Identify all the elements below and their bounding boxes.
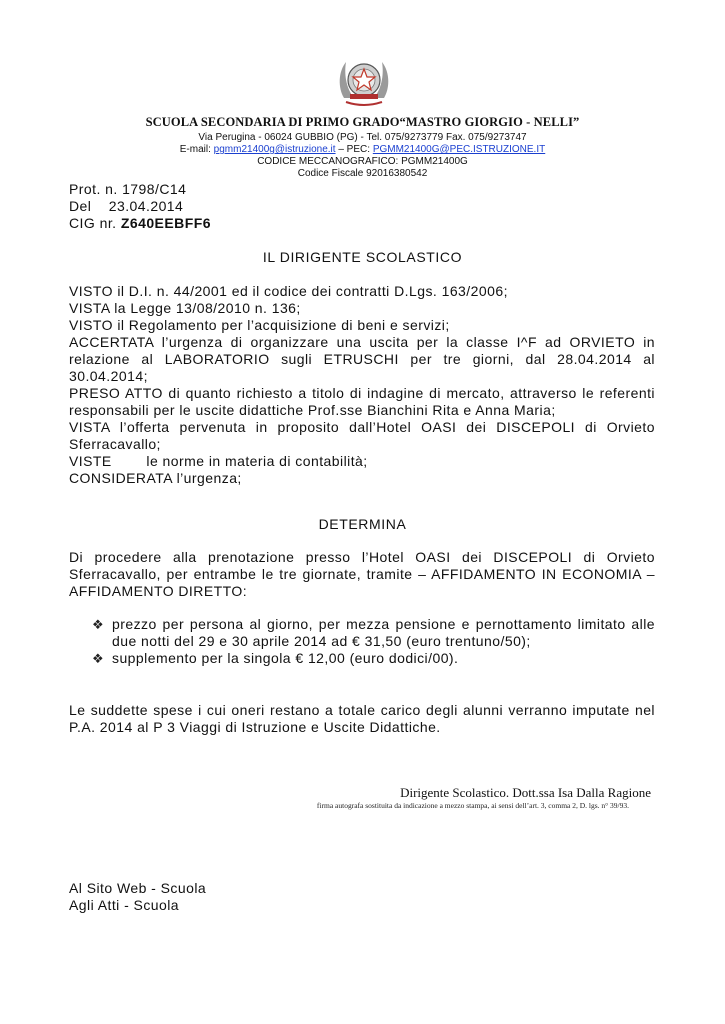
visto-item: VISTA l’offerta pervenuta in proposito dall’Hotel OASI dei DISCEPOLI di Orvieto Sferracavallo; bbox=[69, 419, 655, 452]
recipient-item: Agli Atti - Scuola bbox=[69, 897, 180, 913]
school-name: SCUOLA SECONDARIA DI PRIMO GRADO“MASTRO GIORGIO - NELLI” bbox=[145, 115, 580, 129]
determina-text bbox=[69, 549, 655, 600]
visto-item: VISTE le norme in materia di contabilità; bbox=[69, 453, 368, 469]
list-item-text: supplemento per la singola € 12,00 (euro dodici/00). bbox=[112, 650, 459, 666]
visto-item: CONSIDERATA l’urgenza; bbox=[69, 470, 242, 486]
cig-line bbox=[69, 215, 655, 232]
cig-value: Z640EEBFF6 bbox=[120, 215, 211, 231]
closing-text: Le suddette spese i cui oneri restano a totale carico degli alunni verranno imputate nel P.A. 2014 al P 3 Viaggi di Istruzione e Uscite Didattiche. bbox=[69, 702, 655, 735]
signature-name: Dirigente Scolastico. Dott.ssa Isa Dalla Ragione bbox=[400, 785, 651, 800]
protocol-date: Del 23.04.2014 bbox=[69, 198, 184, 214]
pec-label: – PEC: bbox=[335, 144, 373, 155]
visto-item: PRESO ATTO di quanto richiesto a titolo di indagine di mercato, attraverso le referenti responsabili per le uscite didattiche Prof.sse Bianchini Rita e Anna Maria; bbox=[69, 385, 655, 418]
recipients bbox=[69, 880, 655, 914]
visto-item: VISTO il Regolamento per l’acquisizione di beni e servizi; bbox=[69, 317, 450, 333]
mechanographic-code: CODICE MECCANOGRAFICO: PGMM21400G bbox=[257, 156, 468, 167]
visto-item: ACCERTATA l’urgenza di organizzare una uscita per la classe I^F ad ORVIETO in relazione al LABORATORIO sugli ETRUSCHI per tre giorni, dal 28.04.2014 al 30.04.2014; bbox=[69, 334, 655, 384]
pec-link[interactable]: PGMM21400G@PEC.ISTRUZIONE.IT bbox=[372, 144, 546, 155]
recipient-item: Al Sito Web - Scuola bbox=[69, 880, 207, 896]
closing-paragraph bbox=[69, 702, 655, 736]
protocol-block bbox=[69, 181, 655, 232]
republic-emblem-icon bbox=[336, 50, 392, 110]
diamond-bullet-icon: ❖ bbox=[92, 617, 105, 632]
document-title: IL DIRIGENTE SCOLASTICO bbox=[262, 249, 463, 265]
email-label: E-mail: bbox=[179, 144, 214, 155]
list-item bbox=[92, 650, 655, 667]
visti-block bbox=[69, 283, 655, 487]
list-item bbox=[92, 616, 655, 650]
diamond-bullet-icon: ❖ bbox=[92, 651, 105, 666]
signature-note: firma autografa sostituita da indicazione a mezzo stampa, ai sensi dell’art. 3, comma 2, D. lgs. n° 39/93. bbox=[316, 801, 629, 810]
email-link[interactable]: pgmm21400g@istruzione.it bbox=[213, 144, 336, 155]
visto-item: VISTA la Legge 13/08/2010 n. 136; bbox=[69, 300, 301, 316]
determina-title: DETERMINA bbox=[318, 516, 407, 532]
visto-item: VISTO il D.I. n. 44/2001 ed il codice dei contratti D.Lgs. 163/2006; bbox=[69, 283, 508, 299]
bullet-list bbox=[92, 616, 655, 667]
fiscal-code: Codice Fiscale 92016380542 bbox=[297, 168, 428, 179]
school-email-line bbox=[0, 144, 725, 156]
determina-paragraph: Di procedere alla prenotazione presso l’Hotel OASI dei DISCEPOLI di Orvieto Sferracavallo, per entrambe le tre giornate, tramite – AFFIDAMENTO IN ECONOMIA – AFFIDAMENTO DIRETTO: bbox=[69, 549, 655, 599]
protocol-number: Prot. n. 1798/C14 bbox=[69, 181, 187, 197]
school-address: Via Perugina - 06024 GUBBIO (PG) - Tel. 075/9273779 Fax. 075/9273747 bbox=[198, 132, 527, 143]
list-item-text: prezzo per persona al giorno, per mezza pensione e pernottamento limitato alle due notti del 29 e 30 aprile 2014 ad € 31,50 (euro trentuno/50); bbox=[112, 616, 655, 649]
cig-label: CIG nr. bbox=[69, 215, 121, 231]
